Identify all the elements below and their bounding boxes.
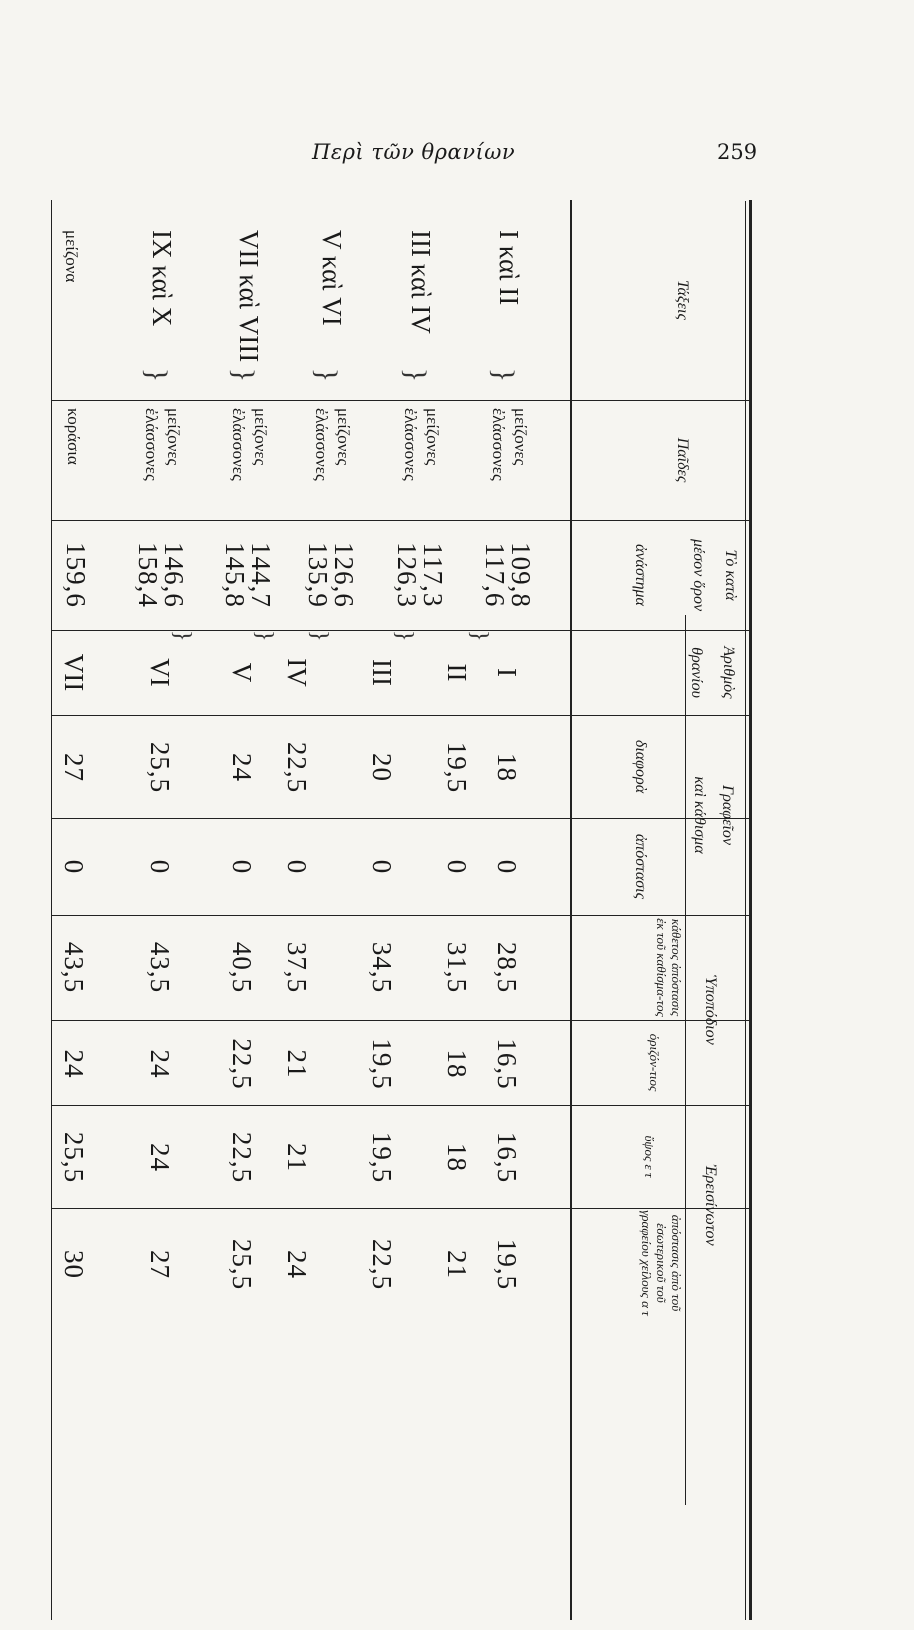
row-brace-4: }: [140, 367, 173, 383]
row-paides-5-a: κοράσια: [64, 408, 83, 465]
row-anastima-4-b: 158,4: [133, 542, 163, 608]
table-top-rule-2: [745, 201, 746, 1620]
row-anastima-3-b: 145,8: [220, 542, 250, 608]
header-ypsos: ὕψος ε τ: [642, 1135, 657, 1178]
thranio-ypsos-6: 25,5: [59, 1131, 89, 1184]
thranio-brace-4: }: [251, 630, 277, 642]
thranio-katheto-2: 34,5: [367, 941, 397, 994]
header-arithmos-1: Ἀριθμὸς: [720, 646, 737, 699]
thranio-num-1: II: [442, 663, 472, 682]
thranio-katheto-4: 40,5: [227, 941, 257, 994]
thranio-orizontios-5: 24: [145, 1049, 175, 1079]
row-paides-3-b: ἐλάσσονες: [229, 408, 248, 481]
row-anastima-1-b: 126,3: [392, 542, 422, 608]
thranio-brace-2: }: [391, 630, 417, 642]
header-er-apostasis: ἀπόστασις ἀπὸ τοῦ ἐσωτερικοῦ τοῦ γραφείου χείλους α τ: [639, 1210, 684, 1316]
thranio-diafora-4: 24: [227, 753, 257, 782]
row-taxeis-3: VII καὶ VIII: [234, 230, 264, 363]
header-apostasis: ἀπόστασις: [632, 833, 649, 900]
row-anastima-2-b: 135,9: [303, 542, 333, 608]
thranio-ypsos-0: 16,5: [492, 1131, 522, 1184]
table-top-rule: [749, 200, 752, 1620]
thranio-num-0: I: [492, 668, 522, 677]
header-diafora: διαφορὰ: [632, 739, 649, 794]
row-taxeis-0: I καὶ II: [494, 230, 524, 306]
thranio-er-apostasis-4: 25,5: [227, 1238, 257, 1291]
row-paides-4-a: μείζονες: [164, 408, 183, 466]
row-paides-4-b: ἐλάσσονες: [142, 408, 161, 481]
thranio-er-apostasis-0: 19,5: [492, 1238, 522, 1291]
thranio-apostasis-0: 0: [492, 859, 522, 875]
header-anastima-2: μέσον ὅρον: [690, 538, 707, 612]
row-anastima-0-b: 117,6: [480, 542, 510, 608]
row-anastima-0-a: 109,8: [506, 542, 536, 608]
row-taxeis-2: V καὶ VI: [317, 230, 347, 326]
thranio-brace-3: }: [306, 630, 332, 642]
row-paides-1-a: μείζονες: [423, 408, 442, 466]
row-anastima-2-a: 126,6: [329, 542, 359, 608]
running-title: Περὶ τῶν θρανίων: [312, 140, 516, 164]
thranio-ypsos-1: 18: [442, 1143, 472, 1172]
thranio-er-apostasis-6: 30: [59, 1250, 89, 1279]
thranio-brace-5: }: [169, 630, 195, 642]
header-grafeion-1: Γραφεῖον: [719, 785, 736, 845]
thranio-num-5: VI: [145, 658, 175, 687]
table-bottom-rule: [51, 200, 52, 1620]
row-paides-0-a: μείζονες: [511, 408, 530, 466]
thranio-katheto-1: 31,5: [442, 941, 472, 994]
thranio-diafora-3: 22,5: [282, 741, 312, 794]
thranio-katheto-5: 43,5: [145, 941, 175, 994]
thranio-apostasis-1: 0: [442, 859, 472, 875]
thranio-ypsos-3: 21: [282, 1143, 312, 1172]
thranio-katheto-0: 28,5: [492, 941, 522, 994]
thranio-orizontios-0: 16,5: [492, 1038, 522, 1090]
thranio-orizontios-1: 18: [442, 1049, 472, 1079]
row-paides-1-b: ἐλάσσονες: [401, 408, 420, 481]
row-taxeis-1: III καὶ IV: [406, 230, 436, 334]
thranio-num-4: V: [227, 662, 257, 683]
row-brace-1: }: [399, 367, 432, 383]
thranio-brace-1: }: [466, 630, 492, 642]
thranio-num-2: III: [367, 659, 397, 686]
header-anastima-1: Τὸ κατὰ: [722, 549, 739, 601]
thranio-katheto-6: 43,5: [59, 941, 89, 994]
header-ypopodion: Ὑποπόδιον: [702, 975, 719, 1045]
thranio-er-apostasis-2: 22,5: [367, 1238, 397, 1291]
thranio-orizontios-4: 22,5: [227, 1038, 257, 1090]
row-taxeis-4: IX καὶ X: [147, 230, 177, 327]
thranio-orizontios-3: 21: [282, 1049, 312, 1079]
data-table: [17, 200, 752, 1630]
header-katheto: κάθετος ἀπόστασις ἐκ τοῦ καθίσμα-τος: [654, 918, 684, 1017]
thranio-er-apostasis-3: 24: [282, 1250, 312, 1279]
thranio-apostasis-2: 0: [367, 859, 397, 875]
thranio-diafora-0: 18: [492, 753, 522, 782]
thranio-num-3: IV: [282, 658, 312, 687]
thranio-orizontios-6: 24: [59, 1049, 89, 1079]
thranio-diafora-2: 20: [367, 753, 397, 782]
row-paides-2-b: ἐλάσσονες: [312, 408, 331, 481]
row-anastima-5-a: 159,6: [61, 542, 91, 608]
thranio-diafora-1: 19,5: [442, 741, 472, 794]
row-anastima-3-a: 144,7: [246, 542, 276, 608]
thranio-orizontios-2: 19,5: [367, 1038, 397, 1090]
row-paides-2-a: μείζονες: [334, 408, 353, 466]
header-orizontios: ὁριζόν-τιος: [647, 1033, 662, 1092]
page-number: 259: [717, 140, 758, 164]
row-brace-2: }: [310, 367, 343, 383]
row-brace-0: }: [487, 367, 520, 383]
thranio-er-apostasis-1: 21: [442, 1250, 472, 1279]
header-bottom-rule: [570, 200, 572, 1620]
header-arithmos-2: θρανίου: [688, 647, 705, 698]
thranio-ypsos-4: 22,5: [227, 1131, 257, 1184]
row-paides-3-a: μείζονες: [251, 408, 270, 466]
header-anastima-3: ἀνάστημα: [632, 544, 649, 606]
thranio-er-apostasis-5: 27: [145, 1250, 175, 1279]
row-brace-3: }: [227, 367, 260, 383]
header-grafeion-2: καὶ κάθισμα: [691, 776, 708, 854]
row-anastima-1-a: 117,3: [418, 542, 448, 608]
thranio-diafora-5: 25,5: [145, 741, 175, 794]
row-anastima-4-a: 146,6: [159, 542, 189, 608]
thranio-num-6: VII: [59, 653, 89, 692]
thranio-diafora-6: 27: [59, 753, 89, 782]
thranio-apostasis-3: 0: [282, 859, 312, 875]
header-taxeis: Τάξεις: [674, 280, 691, 320]
thranio-apostasis-5: 0: [145, 859, 175, 875]
thranio-katheto-3: 37,5: [282, 941, 312, 994]
thranio-ypsos-5: 24: [145, 1143, 175, 1172]
row-paides-0-b: ἐλάσσονες: [489, 408, 508, 481]
header-paides: Παῖδες: [674, 437, 691, 483]
row-taxeis-5: μείζονα: [62, 230, 81, 283]
thranio-ypsos-2: 19,5: [367, 1131, 397, 1184]
thranio-apostasis-4: 0: [227, 859, 257, 875]
header-ereisinoton: Ἐρεισίνωτον: [702, 1164, 719, 1246]
thranio-apostasis-6: 0: [59, 859, 89, 875]
column-rule-0: [52, 400, 752, 401]
